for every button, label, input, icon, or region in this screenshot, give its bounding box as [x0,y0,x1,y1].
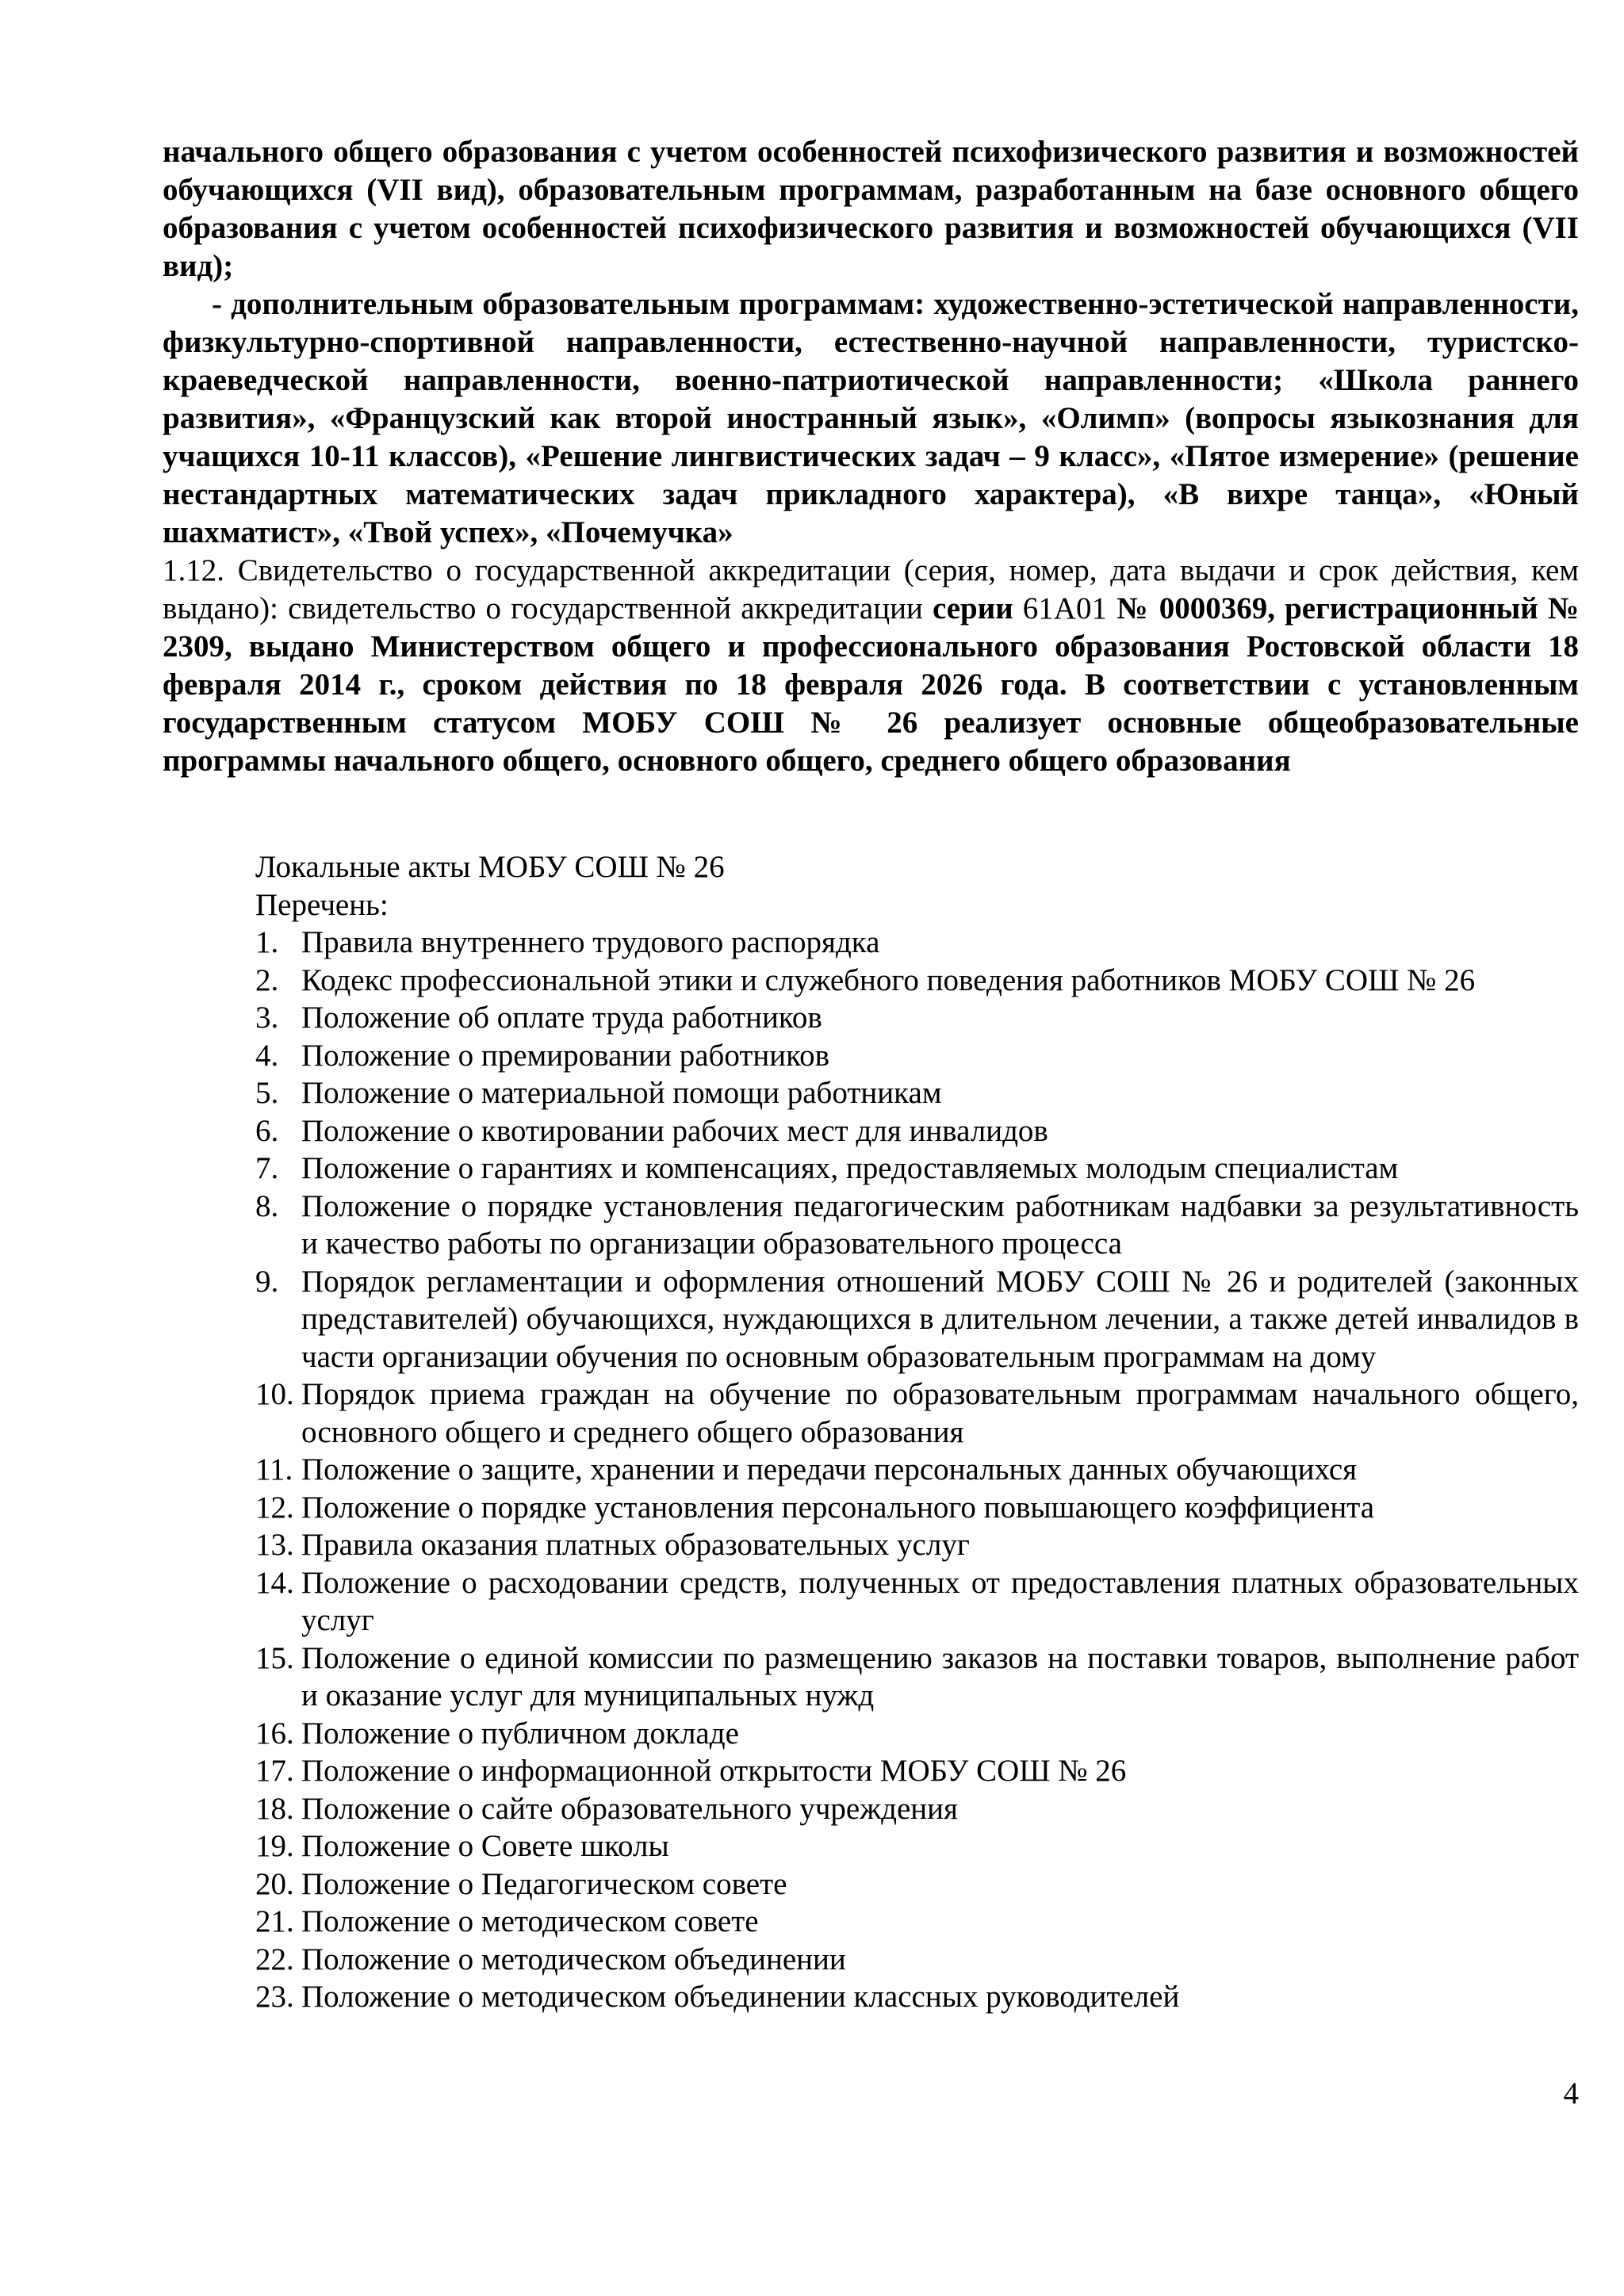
list-item-number: 12. [255,1490,294,1525]
list-item-text: Положение о Совете школы [301,1829,669,1863]
list-item [255,1526,1579,1564]
list-item-number: 22. [255,1942,294,1976]
list-item-text: Положение о публичном докладе [301,1716,739,1751]
list-item-text: Положение о квотировании рабочих мест для инвалидов [301,1113,1048,1148]
list-item-number: 18. [255,1791,294,1826]
list-item [255,1112,1579,1150]
page-number: 4 [1563,2076,1579,2110]
list-item-text: Положение о защите, хранении и передачи персональных данных обучающихся [301,1452,1358,1487]
paragraph-accreditation [163,552,1579,780]
list-item [255,1790,1579,1828]
list-item-number: 10. [255,1377,294,1411]
list-item-text: Положение о гарантиях и компенсациях, предоставляемых молодым специалистам [301,1151,1399,1185]
accreditation-series-label: серии [932,591,1013,626]
list-item [255,924,1579,962]
accreditation-intro: 1.12. Свидетельство о государственной аккредитации (серия, номер, дата выдачи и срок действия, кем выдано): свидетельство о государственной аккредитации [163,553,1579,626]
list-item [255,1752,1579,1790]
list-item [255,1074,1579,1112]
document-body [163,133,1579,780]
list-item [255,1866,1579,1904]
list-item [255,1150,1579,1188]
paragraph-additional-programs: - дополнительным образовательным программам: художественно-эстетической направленности, физкультурно-спортивной направленности, естественно-научной направленности, туристско-краеведческой направленности, военно-патриотической направленности; «Школа раннего развития», «Французский как второй иностранный язык», «Олимп» (вопросы языкознания для учащихся 10-11 классов), «Решение лингвистических задач – 9 класс», «Пятое измерение» (решение нестандартных математических задач прикладного характера), «В вихре танца», «Юный шахматист», «Твой успех», «Почемучка» [163,287,1579,549]
list-item-text: Положение о материальной помощи работникам [301,1076,942,1110]
list-item-number: 14. [255,1565,294,1600]
list-item-number: 9. [255,1264,279,1299]
list-item [255,1263,1579,1376]
list-item-number: 15. [255,1640,294,1675]
list-item-text: Положение о Педагогическом совете [301,1866,787,1901]
list-item-text: Правила оказания платных образовательных услуг [301,1528,970,1562]
list-item-number: 7. [255,1151,279,1185]
list-item-text: Положение об оплате труда работников [301,1001,822,1035]
list-item-number: 5. [255,1076,279,1110]
list-item-text: Положение о порядке установления персонального повышающего коэффициента [301,1490,1375,1525]
list-item-number: 23. [255,1980,294,2014]
accreditation-series-value: 61А01 [1013,591,1117,626]
list-item-number: 3. [255,1001,279,1035]
list-item-number: 20. [255,1866,294,1901]
local-acts-list-label: Перечень: [255,887,389,922]
list-item [255,962,1579,1000]
list-item-text: Положение о методическом объединении классных руководителей [301,1980,1180,2014]
list-item-text: Положение о премировании работников [301,1038,830,1073]
list-item-text: Положение о методическом совете [301,1904,759,1938]
list-item-text: Положение о информационной открытости МОБУ СОШ № 26 [301,1754,1127,1788]
list-item [255,1376,1579,1451]
list-item-text: Кодекс профессиональной этики и служебного поведения работников МОБУ СОШ № 26 [301,962,1476,997]
list-item [255,1903,1579,1941]
list-item-number: 4. [255,1038,279,1073]
accreditation-details: № 0000369, регистрационный № 2309, выдано Министерством общего и профессионального образования Ростовской области 18 февраля 2014 г., сроком действия по 18 февраля 2026 года. В соответствии с установленным государственным статусом МОБУ СОШ № 26 реализует основные общеобразовательные программы начального общего, основного общего, среднего общего образования [163,591,1579,778]
list-item [255,1188,1579,1263]
list-item-text: Положение о методическом объединении [301,1942,846,1976]
list-item-text: Порядок приема граждан на обучение по образовательным программам начального общего, основного общего и среднего общего образования [301,1377,1579,1449]
list-item [255,1640,1579,1715]
list-item [255,1978,1579,2016]
paragraph-education-programs: начального общего образования с учетом особенностей психофизического развития и возможностей обучающихся (VII вид), образовательным программам, разработанным на базе основного общего образования с учетом особенностей психофизического развития и возможностей обучающихся (VII вид); [163,135,1579,283]
list-item [255,1489,1579,1527]
local-acts-list [255,924,1579,2016]
list-item-number: 17. [255,1754,294,1788]
local-acts-section [255,848,1579,2016]
local-acts-title: Локальные акты МОБУ СОШ № 26 [255,850,725,884]
list-item-number: 6. [255,1113,279,1148]
list-item [255,1941,1579,1979]
list-item [255,1827,1579,1866]
list-item-text: Положение о расходовании средств, полученных от предоставления платных образовательных услуг [301,1565,1579,1637]
list-item-number: 19. [255,1829,294,1863]
list-item [255,999,1579,1037]
list-item-number: 2. [255,962,279,997]
list-item-text: Положение о сайте образовательного учреждения [301,1791,958,1826]
list-item-text: Порядок регламентации и оформления отношений МОБУ СОШ № 26 и родителей (законных представителей) обучающихся, нуждающихся в длительном лечении, а также детей инвалидов в части организации обучения по основным образовательным программам на дому [301,1264,1579,1374]
list-item-text: Положение о порядке установления педагогическим работникам надбавки за результативность и качество работы по организации образовательного процесса [301,1188,1579,1261]
list-item-number: 11. [255,1452,293,1487]
list-item [255,1715,1579,1753]
list-item-text: Правила внутреннего трудового распорядка [301,925,880,959]
list-item-number: 13. [255,1528,294,1562]
list-item-number: 1. [255,925,279,959]
list-item [255,1037,1579,1075]
list-item-number: 21. [255,1904,294,1938]
list-item [255,1451,1579,1489]
list-item-text: Положение о единой комиссии по размещению заказов на поставки товаров, выполнение работ и оказание услуг для муниципальных нужд [301,1640,1579,1712]
list-item-number: 16. [255,1716,294,1751]
list-item [255,1564,1579,1640]
list-item-number: 8. [255,1188,279,1223]
